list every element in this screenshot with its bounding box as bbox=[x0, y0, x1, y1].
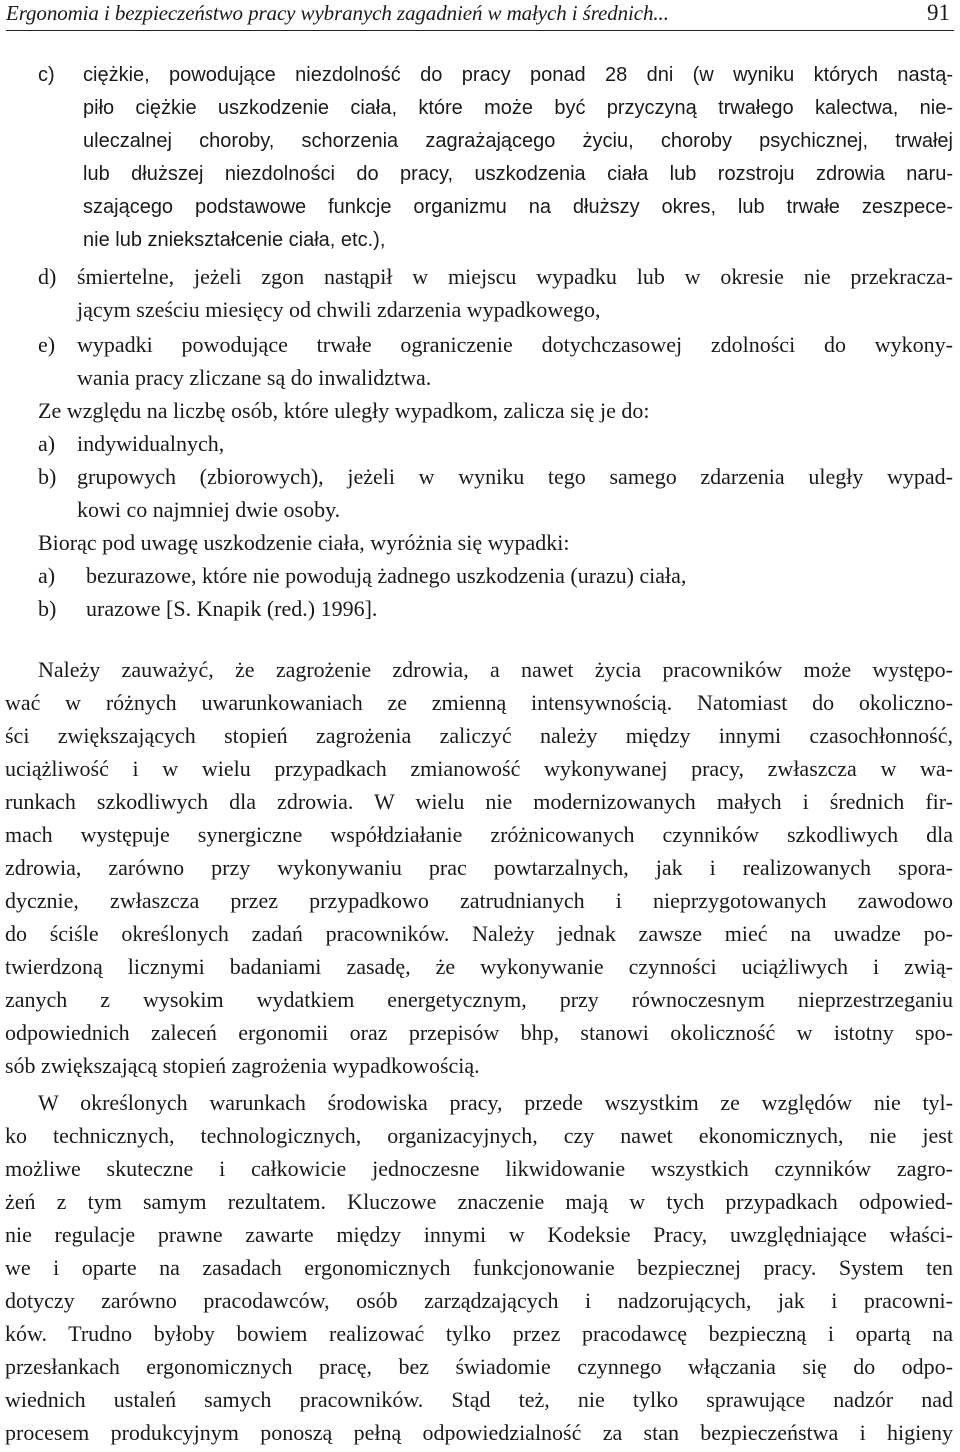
paragraph-line: wiednich ustaleń samych pracowników. Stąd też, nie tylko sprawujące nadzór nad bbox=[5, 1387, 953, 1412]
list-marker-c: c) bbox=[38, 64, 55, 86]
list-item-people-b-line: kowi co najmniej dwie osoby. bbox=[77, 497, 341, 522]
paragraph-line: mach występuje synergiczne współdziałanie zróżnicowanych czynników szkodliwych dla bbox=[5, 822, 953, 847]
list-item-d-line: jącym sześciu miesięcy od chwili zdarzenia wypadkowego, bbox=[77, 297, 601, 322]
paragraph-line: twierdzoną licznymi badaniami zasadę, że wykonywanie czynności uciążliwych i zwią- bbox=[5, 954, 953, 979]
list-item-c-line: uleczalnej choroby, schorzenia zagrażającego życiu, choroby psychicznej, trwałej bbox=[83, 130, 953, 152]
list-marker-b: b) bbox=[38, 596, 57, 621]
list-item-c-line: lub dłuższej niezdolności do pracy, uszkodzenia ciała lub rozstroju zdrowia naru- bbox=[83, 163, 953, 185]
paragraph-line: do ściśle określonych zadań pracowników. Należy jednak zawsze mieć na uwadze po- bbox=[5, 921, 953, 946]
list-item-e-line: wania pracy zliczane są do inwalidztwa. bbox=[77, 365, 432, 390]
list-marker-b: b) bbox=[38, 464, 57, 489]
list-marker-d: d) bbox=[38, 264, 57, 289]
paragraph-line: żeń z tym samym rezultatem. Kluczowe znaczenie mają w tych przypadkach odpowied- bbox=[5, 1189, 953, 1214]
injury-intro: Biorąc pod uwagę uszkodzenie ciała, wyróżnia się wypadki: bbox=[38, 530, 570, 555]
paragraph-line: uciążliwość i w wielu przypadkach zmianowość wykonywanej pracy, zwłaszcza w wa- bbox=[5, 756, 953, 781]
list-item-c-line: ciężkie, powodujące niezdolność do pracy ponad 28 dni (w wyniku których nastą- bbox=[83, 64, 953, 86]
paragraph-line: we i oparte na zasadach ergonomicznych funkcjonowanie bezpiecznej pracy. System ten bbox=[5, 1255, 953, 1280]
paragraph-line: runkach szkodliwych dla zdrowia. W wielu nie modernizowanych małych i średnich fir- bbox=[5, 789, 953, 814]
list-item-c-line: szającego podstawowe funkcje organizmu na dłuższy okres, lub trwałe zeszpece- bbox=[83, 196, 953, 218]
list-marker-e: e) bbox=[38, 332, 56, 357]
paragraph-line: ści zwiększających stopień zagrożenia zaliczyć należy między innymi czasochłonność, bbox=[5, 723, 953, 748]
paragraph-line: sób zwiększającą stopień zagrożenia wypadkowością. bbox=[5, 1053, 480, 1078]
list-item-people-a: indywidualnych, bbox=[77, 431, 225, 456]
running-header-title: Ergonomia i bezpieczeństwo pracy wybranych zagadnień w małych i średnich... bbox=[6, 1, 669, 25]
paragraph-line: ko technicznych, technologicznych, organizacyjnych, czy nawet ekonomicznych, nie jest bbox=[5, 1123, 953, 1148]
people-intro: Ze względu na liczbę osób, które uległy wypadkom, zalicza się je do: bbox=[38, 398, 650, 423]
paragraph-line: procesem produkcyjnym ponoszą pełną odpowiedzialność za stan bezpieczeństwa i higieny bbox=[5, 1420, 953, 1445]
paragraph-line: Należy zauważyć, że zagrożenie zdrowia, a nawet życia pracowników może występo- bbox=[38, 657, 953, 682]
list-item-people-b-line: grupowych (zbiorowych), jeżeli w wyniku tego samego zdarzenia uległy wypad- bbox=[77, 464, 953, 489]
paragraph-line: przesłankach ergonomicznych pracę, bez świadomie czynnego włączania się do odpo- bbox=[5, 1354, 953, 1379]
paragraph-line: dycznie, zwłaszcza przez przypadkowo zatrudnianych i nieprzygotowanych zawodowo bbox=[5, 888, 953, 913]
paragraph-line: zdrowia, zarówno przy wykonywaniu prac powtarzalnych, jak i realizowanych spora- bbox=[5, 855, 953, 880]
page-number: 91 bbox=[927, 0, 950, 25]
paragraph-line: ków. Trudno byłoby bowiem realizować tylko przez pracodawcę bezpieczną i opartą na bbox=[5, 1321, 953, 1346]
paragraph-line: możliwe skuteczne i całkowicie jednoczesne likwidowanie wszystkich czynników zagro- bbox=[5, 1156, 953, 1181]
paragraph-line: zanych z wysokim wydatkiem energetycznym, przy równoczesnym nieprzestrzeganiu bbox=[5, 987, 953, 1012]
list-item-c-line: nie lub zniekształcenie ciała, etc.), bbox=[83, 229, 386, 251]
list-item-injury-a: bezurazowe, które nie powodują żadnego uszkodzenia (urazu) ciała, bbox=[86, 563, 687, 588]
list-item-e-line: wypadki powodujące trwałe ograniczenie dotychczasowej zdolności do wykony- bbox=[77, 332, 953, 357]
list-marker-a: a) bbox=[38, 431, 56, 456]
paragraph-line: wać w różnych uwarunkowaniach ze zmienną intensywnością. Natomiast do okoliczno- bbox=[5, 690, 953, 715]
paragraph-line: dotyczy zarówno pracodawców, osób zarządzających i nadzorujących, jak i pracowni- bbox=[5, 1288, 953, 1313]
list-item-injury-b: urazowe [S. Knapik (red.) 1996]. bbox=[86, 596, 378, 621]
list-item-c-line: piło ciężkie uszkodzenie ciała, które może być przyczyną trwałego kalectwa, nie- bbox=[83, 97, 953, 119]
paragraph-line: W określonych warunkach środowiska pracy, przede wszystkim ze względów nie tyl- bbox=[38, 1090, 953, 1115]
running-header bbox=[6, 0, 954, 31]
paragraph-line: odpowiednich zaleceń ergonomii oraz przepisów bhp, stanowi okoliczność w istotny spo- bbox=[5, 1020, 953, 1045]
list-item-d-line: śmiertelne, jeżeli zgon nastąpił w miejscu wypadku lub w okresie nie przekracza- bbox=[77, 264, 953, 289]
list-marker-a: a) bbox=[38, 563, 56, 588]
paragraph-line: nie regulacje prawne zawarte między innymi w Kodeksie Pracy, uwzględniające właści- bbox=[5, 1222, 953, 1247]
